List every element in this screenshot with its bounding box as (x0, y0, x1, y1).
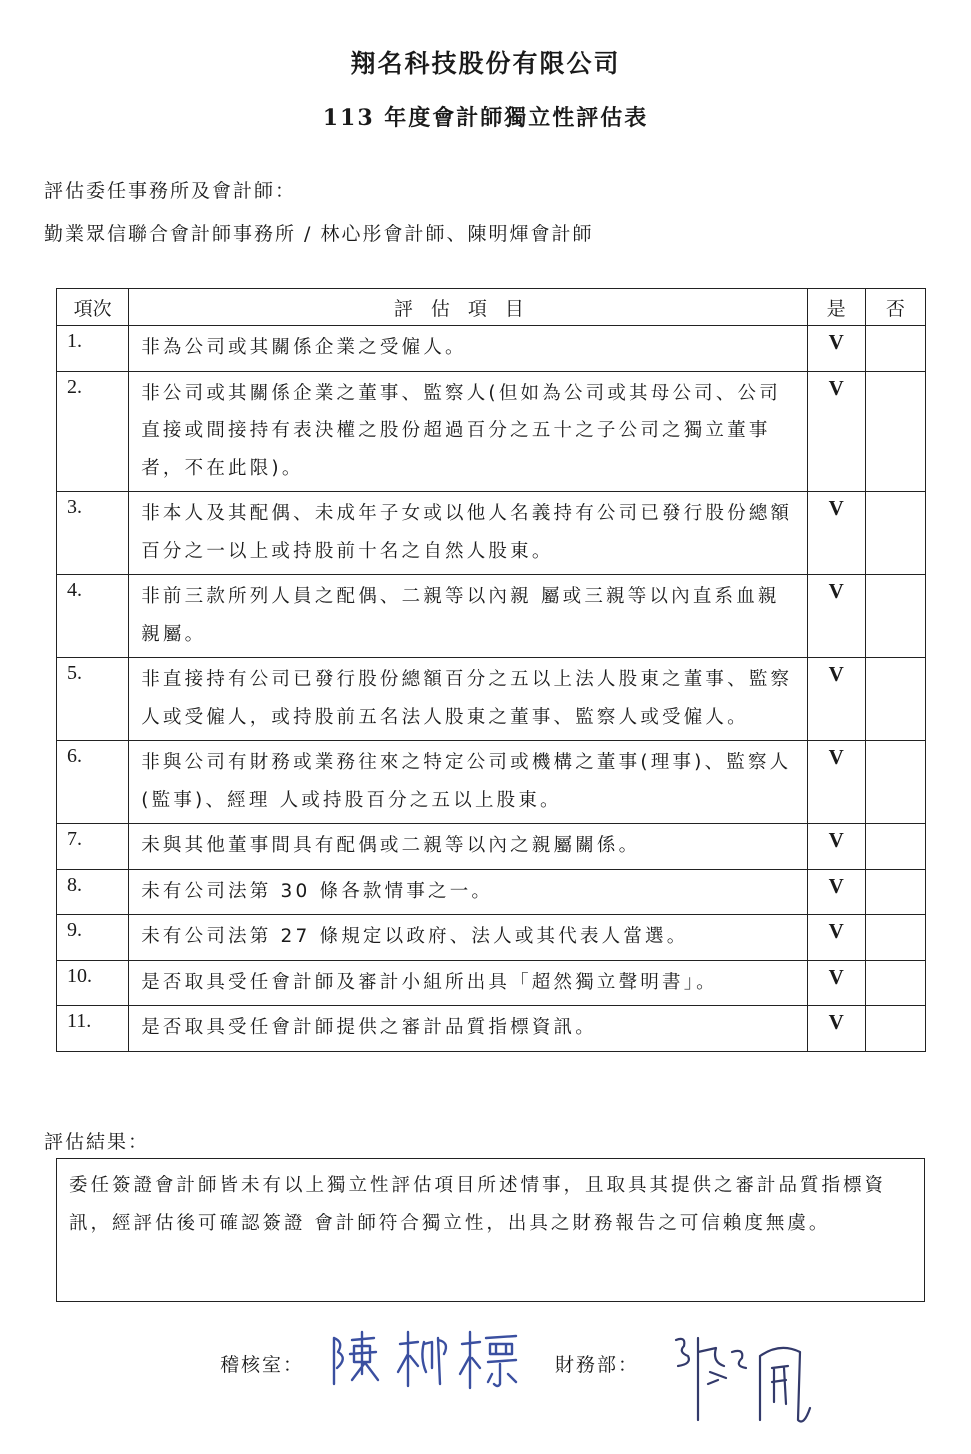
evaluated-firm-label: 評估委任事務所及會計師： (44, 180, 297, 202)
row-number: 9. (57, 915, 129, 961)
no-checkmark (865, 492, 925, 575)
row-item-text: 非直接持有公司已發行股份總額百分之五以上法人股東之董事、監察人或受僱人，或持股前五名法人股東之董事、監察人或受僱人。 (129, 658, 807, 741)
yes-checkmark: V (807, 658, 865, 741)
signature-strokes (334, 1332, 516, 1388)
result-text: 委任簽證會計師皆未有以上獨立性評估項目所述情事，且取具其提供之審計品質指標資訊，經評估後可確認簽證 會計師符合獨立性，出具之財務報告之可信賴度無虞。 (56, 1158, 925, 1302)
table-row (57, 575, 926, 658)
row-item-text: 非為公司或其關係企業之受僱人。 (129, 326, 807, 372)
row-item-text: 非與公司有財務或業務往來之特定公司或機構之董事(理事)、監察人(監事)、經理 人或持股百分之五以上股東。 (129, 741, 807, 824)
yes-checkmark: V (807, 575, 865, 658)
row-item-text: 非公司或其關係企業之董事、監察人(但如為公司或其母公司、公司直接或間接持有表決權之股份超過百分之五十之子公司之獨立董事者，不在此限)。 (129, 371, 807, 492)
row-number: 2. (57, 371, 129, 492)
header-evaluation-item: 評估項目 (129, 289, 807, 326)
no-checkmark (865, 741, 925, 824)
row-number: 11. (57, 1006, 129, 1052)
independence-evaluation-table (56, 288, 926, 1052)
evaluated-firm: 勤業眾信聯合會計師事務所 / 林心彤會計師、陳明煇會計師 (44, 223, 594, 245)
yes-checkmark: V (807, 741, 865, 824)
result-label: 評估結果： (44, 1131, 150, 1153)
row-item-text: 未與其他董事間具有配偶或二親等以內之親屬關係。 (129, 824, 807, 870)
table-row (57, 492, 926, 575)
form-title: 113 年度會計師獨立性評估表 (322, 105, 649, 131)
yes-checkmark: V (807, 492, 865, 575)
row-number: 5. (57, 658, 129, 741)
no-checkmark (865, 575, 925, 658)
table-header-row (57, 289, 926, 326)
header-no: 否 (865, 289, 925, 326)
audit-office-signature (320, 1324, 535, 1396)
table-row (57, 741, 926, 824)
no-checkmark (865, 658, 925, 741)
header-item-number: 項次 (57, 289, 129, 326)
no-checkmark (865, 1006, 925, 1052)
audit-office-label: 稽核室： (220, 1354, 305, 1376)
no-checkmark (865, 915, 925, 961)
row-number: 1. (57, 326, 129, 372)
signature-strokes-finance (676, 1338, 810, 1422)
company-name: 翔名科技股份有限公司 (350, 49, 621, 78)
no-checkmark (865, 869, 925, 915)
row-item-text: 非本人及其配偶、未成年子女或以他人名義持有公司已發行股份總額百分之一以上或持股前十名之自然人股東。 (129, 492, 807, 575)
finance-dept-signature (668, 1322, 843, 1432)
table-row (57, 869, 926, 915)
row-number: 8. (57, 869, 129, 915)
no-checkmark (865, 960, 925, 1006)
row-number: 6. (57, 741, 129, 824)
no-checkmark (865, 371, 925, 492)
table-row (57, 915, 926, 961)
header-yes: 是 (807, 289, 865, 326)
table-row (57, 824, 926, 870)
row-item-text: 是否取具受任會計師提供之審計品質指標資訊。 (129, 1006, 807, 1052)
no-checkmark (865, 824, 925, 870)
table-row (57, 1006, 926, 1052)
table-row (57, 371, 926, 492)
yes-checkmark: V (807, 960, 865, 1006)
yes-checkmark: V (807, 824, 865, 870)
yes-checkmark: V (807, 326, 865, 372)
yes-checkmark: V (807, 1006, 865, 1052)
row-number: 3. (57, 492, 129, 575)
row-item-text: 是否取具受任會計師及審計小組所出具「超然獨立聲明書」。 (129, 960, 807, 1006)
row-item-text: 未有公司法第 27 條規定以政府、法人或其代表人當選。 (129, 915, 807, 961)
yes-checkmark: V (807, 915, 865, 961)
row-number: 10. (57, 960, 129, 1006)
row-item-text: 非前三款所列人員之配偶、二親等以內親 屬或三親等以內直系血親親屬。 (129, 575, 807, 658)
row-item-text: 未有公司法第 30 條各款情事之一。 (129, 869, 807, 915)
table-row (57, 658, 926, 741)
table-row (57, 326, 926, 372)
yes-checkmark: V (807, 869, 865, 915)
finance-dept-label: 財務部： (555, 1354, 640, 1376)
row-number: 7. (57, 824, 129, 870)
yes-checkmark: V (807, 371, 865, 492)
row-number: 4. (57, 575, 129, 658)
no-checkmark (865, 326, 925, 372)
table-row (57, 960, 926, 1006)
